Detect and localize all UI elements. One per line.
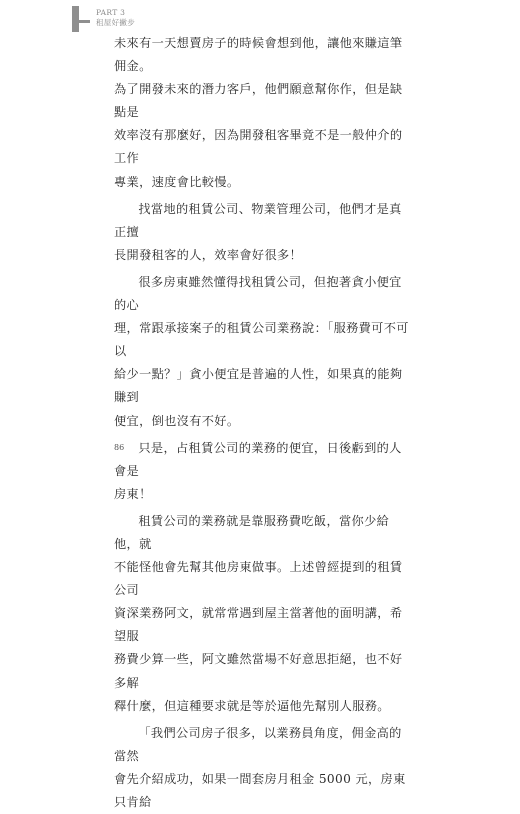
text-line: 未來有一天想賣房子的時候會想到他，讓他來賺這筆佣金。 bbox=[114, 36, 403, 74]
text-line: 找當地的租賃公司、物業管理公司，他們才是真正擅 bbox=[114, 201, 402, 239]
part-marker-icon bbox=[66, 6, 92, 32]
paragraph bbox=[114, 510, 414, 718]
running-head-section: 租屋好撇步 bbox=[96, 18, 135, 27]
text-line: 租賃公司的業務就是靠服務費吃飯，當你少給他，就 bbox=[114, 513, 390, 551]
text-line: 房東！ bbox=[114, 486, 152, 501]
text-line: 不能怪他會先幫其他房東做事。上述曾經提到的租賃公司 bbox=[114, 560, 403, 598]
text-line: 很多房東雖然懂得找租賃公司，但抱著貪小便宜的心 bbox=[114, 274, 402, 313]
running-head-part: PART 3 bbox=[96, 8, 126, 17]
paragraph bbox=[114, 437, 414, 506]
text-line: 專業，速度會比較慢。 bbox=[114, 174, 240, 189]
text-line: 長開發租客的人，效率會好很多！ bbox=[114, 247, 303, 262]
text-line: 會先介紹成功，如果一間套房月租金 5000 元，房東只肯給 bbox=[114, 771, 406, 809]
running-head bbox=[66, 6, 135, 32]
text-line: 給少一點？」貪小便宜是普遍的人性，如果真的能夠賺到 bbox=[114, 367, 403, 405]
running-head-text bbox=[96, 8, 135, 28]
text-line: 為了開發未來的潛力客戶，他們願意幫你作，但是缺點是 bbox=[114, 82, 403, 120]
paragraph bbox=[114, 198, 414, 267]
text-line: 資深業務阿文，就常常遇到屋主當著他的面明講，希望服 bbox=[114, 606, 403, 644]
paragraph bbox=[114, 271, 414, 433]
body-text bbox=[114, 32, 414, 814]
text-line: 務費少算一些，阿文雖然當場不好意思拒絕，也不好多解 bbox=[114, 652, 403, 690]
paragraph bbox=[114, 722, 414, 814]
text-line: 理，常跟承接案子的租賃公司業務說：「服務費可不可以 bbox=[114, 321, 409, 359]
paragraph bbox=[114, 32, 414, 194]
text-line: 便宜，倒也沒有不好。 bbox=[114, 413, 240, 428]
text-line: 只是，占租賃公司的業務的便宜，日後虧到的人會是 bbox=[114, 440, 402, 478]
text-line: 釋什麼，但這種要求就是等於逼他先幫別人服務。 bbox=[114, 698, 390, 713]
page-number: 86 bbox=[114, 443, 125, 452]
text-line: 效率沒有那麼好，因為開發租客畢竟不是一般仲介的工作 bbox=[114, 128, 403, 166]
text-line: 「我們公司房子很多，以業務員角度，佣金高的當然 bbox=[114, 725, 402, 763]
